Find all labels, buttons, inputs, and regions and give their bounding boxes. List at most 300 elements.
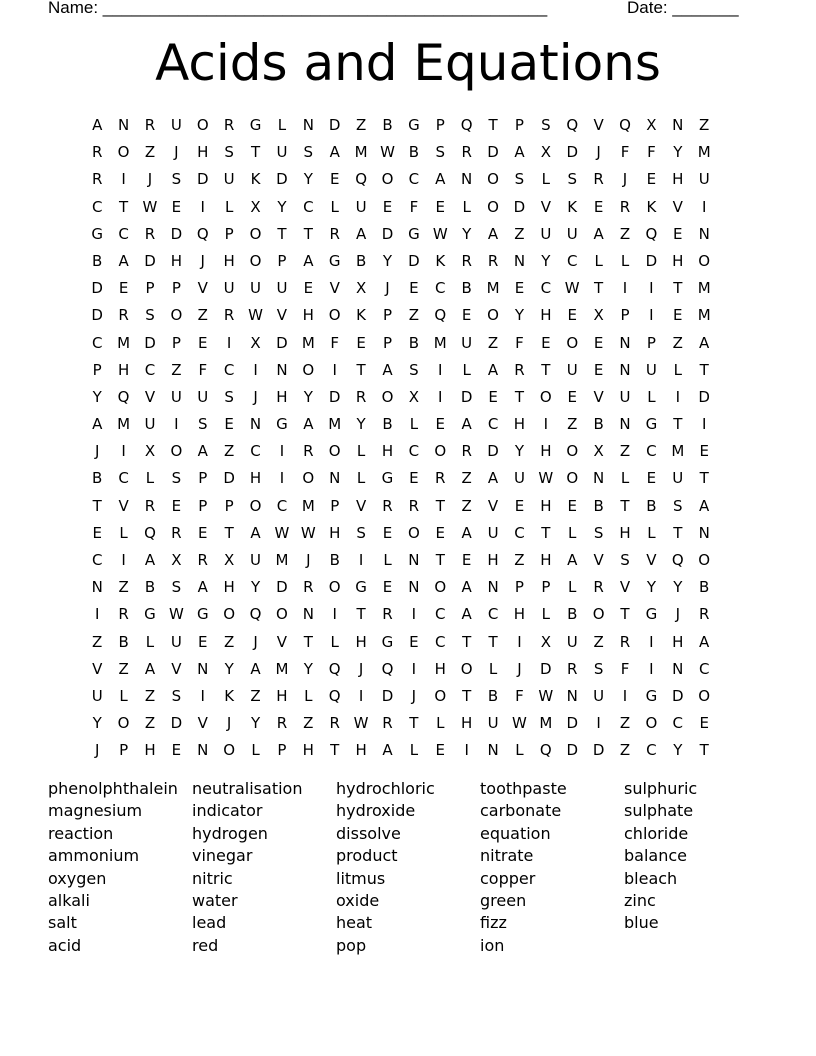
grid-letter: Z — [619, 741, 631, 760]
grid-letter: V — [355, 496, 367, 515]
page-title: Acids and Equations — [155, 34, 661, 92]
grid-letter: H — [434, 659, 446, 678]
grid-letter: X — [540, 143, 551, 162]
grid-letter: N — [302, 605, 314, 624]
grid-letter: Y — [303, 659, 313, 678]
grid-letter: M — [539, 714, 553, 733]
grid-letter: L — [409, 415, 419, 434]
grid-letter: O — [223, 605, 236, 624]
grid-letter: R — [144, 224, 156, 243]
grid-letter: L — [620, 469, 630, 488]
word-bank-item: vinegar — [192, 846, 253, 866]
grid-row — [84, 576, 744, 603]
grid-letter: A — [144, 551, 156, 569]
grid-letter: G — [355, 578, 367, 597]
grid-letter: Z — [408, 306, 420, 325]
grid-letter: N — [408, 551, 420, 569]
grid-letter: R — [223, 116, 235, 134]
grid-letter: M — [301, 333, 315, 352]
grid-letter: P — [171, 279, 181, 298]
grid-letter: J — [174, 143, 179, 162]
grid-letter: R — [435, 469, 446, 488]
grid-letter: U — [566, 360, 578, 379]
grid-letter: R — [382, 496, 393, 515]
grid-letter: M — [301, 496, 315, 515]
grid-letter: A — [250, 659, 261, 678]
grid-letter: S — [171, 686, 182, 705]
grid-letter: E — [198, 632, 208, 651]
grid-letter: A — [144, 659, 156, 678]
grid-letter: Q — [460, 116, 473, 134]
grid-letter: E — [541, 333, 551, 352]
grid-letter: N — [487, 578, 499, 597]
grid-letter: U — [250, 279, 262, 298]
grid-letter: T — [541, 360, 551, 379]
grid-letter: D — [276, 578, 288, 597]
grid-letter: Q — [645, 224, 658, 243]
grid-letter: M — [697, 143, 711, 162]
grid-letter: C — [435, 605, 446, 624]
grid-row — [84, 522, 744, 549]
grid-letter: E — [329, 170, 340, 189]
grid-letter: K — [250, 170, 261, 189]
grid-letter: H — [249, 469, 262, 488]
grid-letter: X — [355, 279, 367, 298]
grid-letter: G — [408, 224, 420, 243]
word-bank-item: hydroxide — [336, 801, 416, 821]
grid-letter: A — [699, 496, 710, 515]
word-bank-item: hydrochloric — [336, 779, 435, 798]
grid-letter: H — [223, 578, 235, 597]
grid-letter: K — [435, 251, 446, 270]
grid-letter: P — [198, 469, 208, 488]
grid-letter: K — [356, 306, 367, 325]
grid-letter: C — [646, 442, 657, 461]
grid-letter: E — [699, 714, 709, 733]
grid-row — [84, 386, 744, 413]
grid-letter: Q — [619, 116, 631, 134]
grid-letter: N — [619, 333, 631, 352]
grid-letter: D — [408, 251, 420, 270]
grid-letter: C — [91, 333, 103, 352]
grid-letter: R — [276, 714, 288, 733]
grid-letter: Z — [144, 686, 156, 705]
grid-letter: E — [567, 387, 577, 406]
grid-letter: T — [250, 143, 261, 162]
grid-letter: U — [276, 279, 288, 298]
grid-letter: U — [645, 360, 657, 379]
grid-letter: I — [411, 605, 417, 624]
grid-letter: O — [460, 659, 473, 678]
grid-letter: G — [91, 224, 103, 243]
grid-letter: J — [596, 143, 601, 162]
grid-letter: I — [701, 197, 707, 216]
grid-letter: N — [619, 360, 631, 379]
grid-letter: L — [251, 741, 260, 760]
grid-letter: R — [408, 496, 420, 515]
grid-letter: D — [223, 469, 235, 488]
grid-letter: G — [645, 605, 658, 624]
grid-letter: E — [409, 469, 419, 488]
grid-letter: U — [461, 333, 473, 352]
grid-letter: T — [356, 360, 366, 379]
grid-letter: A — [699, 333, 710, 352]
grid-letter: V — [276, 306, 288, 325]
grid-letter: L — [647, 523, 656, 542]
date-field-label: Date: _______ — [627, 0, 739, 17]
grid-letter: X — [646, 116, 657, 134]
grid-letter: E — [567, 306, 577, 325]
grid-letter: S — [224, 143, 234, 162]
word-bank-item: heat — [336, 913, 373, 933]
grid-letter: X — [250, 333, 261, 352]
grid-letter: V — [92, 659, 103, 678]
grid-letter: O — [276, 605, 288, 624]
grid-letter: R — [593, 578, 604, 597]
grid-letter: R — [619, 632, 631, 651]
grid-letter: A — [461, 415, 472, 434]
grid-letter: W — [380, 143, 395, 162]
grid-letter: Z — [567, 415, 578, 434]
grid-letter: F — [409, 197, 419, 216]
word-bank-item: magnesium — [48, 801, 143, 821]
grid-letter: L — [304, 686, 313, 705]
grid-letter: U — [566, 224, 578, 243]
grid-letter: L — [673, 360, 682, 379]
grid-letter: O — [328, 442, 341, 461]
grid-letter: L — [462, 360, 471, 379]
grid-letter: C — [672, 714, 684, 733]
grid-letter: D — [381, 686, 394, 705]
grid-letter: T — [488, 116, 498, 134]
grid-letter: H — [461, 714, 473, 733]
grid-letter: E — [409, 632, 419, 651]
grid-letter: P — [277, 251, 287, 270]
grid-letter: B — [699, 578, 710, 597]
grid-letter: A — [250, 523, 261, 542]
grid-letter: Z — [250, 686, 261, 705]
grid-letter: B — [461, 279, 472, 298]
grid-letter: Y — [92, 714, 102, 733]
grid-letter: I — [358, 686, 364, 705]
grid-letter: D — [170, 714, 183, 733]
grid-letter: G — [381, 469, 394, 488]
grid-letter: N — [461, 170, 473, 189]
grid-letter: W — [353, 714, 369, 733]
grid-letter: E — [646, 469, 657, 488]
grid-letter: K — [567, 197, 578, 216]
grid-letter: Q — [539, 741, 552, 760]
grid-letter: V — [646, 551, 657, 569]
grid-letter: M — [697, 306, 711, 325]
grid-letter: J — [675, 605, 680, 624]
grid-row — [84, 603, 744, 630]
grid-letter: U — [144, 415, 156, 434]
grid-letter: V — [197, 279, 208, 298]
grid-letter: T — [409, 714, 419, 733]
grid-letter: S — [541, 116, 551, 134]
grid-letter: E — [593, 197, 604, 216]
grid-letter: T — [303, 224, 313, 243]
word-bank-item: zinc — [624, 891, 656, 911]
grid-letter: V — [593, 551, 604, 569]
grid-letter: V — [197, 714, 208, 733]
grid-letter: P — [620, 306, 630, 325]
grid-letter: I — [226, 333, 232, 352]
grid-letter: O — [170, 442, 183, 461]
grid-letter: P — [541, 578, 551, 597]
grid-letter: A — [382, 360, 393, 379]
grid-letter: E — [699, 442, 709, 461]
grid-letter: J — [411, 686, 417, 705]
grid-letter: U — [250, 551, 262, 569]
grid-letter: L — [383, 551, 392, 569]
grid-letter: T — [699, 469, 709, 488]
grid-letter: H — [302, 741, 314, 760]
grid-letter: E — [514, 279, 525, 298]
grid-letter: B — [382, 116, 393, 134]
grid-letter: N — [593, 469, 605, 488]
grid-letter: Y — [382, 251, 393, 270]
grid-letter: C — [118, 469, 129, 488]
grid-letter: S — [171, 170, 182, 189]
grid-letter: C — [646, 741, 657, 760]
grid-letter: D — [144, 251, 156, 270]
grid-letter: S — [593, 523, 604, 542]
grid-letter: F — [647, 143, 656, 162]
grid-letter: A — [487, 360, 499, 379]
grid-letter: M — [275, 659, 289, 678]
grid-letter: T — [435, 496, 445, 515]
grid-letter: I — [279, 469, 285, 488]
grid-letter: Z — [514, 224, 525, 243]
word-bank-column — [336, 778, 480, 957]
grid-letter: W — [248, 306, 263, 325]
grid-letter: L — [568, 523, 577, 542]
grid-letter: D — [91, 279, 103, 298]
word-bank-item: carbonate — [480, 801, 562, 821]
grid-letter: Q — [328, 659, 341, 678]
grid-letter: B — [144, 578, 156, 597]
grid-letter: E — [171, 496, 182, 515]
grid-letter: R — [567, 659, 578, 678]
grid-letter: O — [196, 116, 209, 134]
grid-letter: M — [671, 442, 685, 461]
grid-letter: A — [329, 143, 340, 162]
grid-letter: R — [144, 496, 156, 515]
word-bank-item: lead — [192, 913, 227, 933]
grid-letter: W — [300, 523, 316, 542]
grid-letter: A — [487, 224, 499, 243]
grid-letter: O — [328, 306, 341, 325]
grid-row — [84, 631, 744, 658]
word-bank-item: ion — [480, 935, 505, 955]
grid-letter: H — [144, 741, 156, 760]
grid-letter: E — [356, 333, 366, 352]
grid-letter: P — [92, 360, 102, 379]
grid-letter: L — [145, 469, 155, 488]
grid-letter: H — [381, 442, 394, 461]
grid-letter: C — [435, 279, 446, 298]
grid-letter: A — [355, 224, 367, 243]
grid-letter: E — [198, 333, 208, 352]
grid-letter: M — [486, 279, 500, 298]
grid-row — [84, 141, 744, 168]
grid-letter: I — [200, 686, 205, 705]
grid-letter: X — [224, 551, 235, 569]
word-bank-item: nitrate — [480, 846, 534, 866]
grid-letter: W — [538, 469, 554, 488]
grid-letter: U — [170, 632, 182, 651]
grid-letter: J — [94, 442, 100, 461]
grid-letter: Z — [514, 551, 525, 569]
word-bank-item: nitric — [192, 868, 233, 888]
grid-letter: R — [144, 116, 156, 134]
grid-letter: M — [117, 415, 131, 434]
grid-letter: O — [170, 306, 183, 325]
word-bank-item: sulphate — [624, 801, 694, 821]
grid-letter: T — [303, 632, 313, 651]
grid-letter: B — [593, 415, 604, 434]
grid-row — [84, 196, 744, 223]
grid-letter: U — [672, 469, 684, 488]
grid-letter: L — [488, 659, 498, 678]
grid-letter: X — [593, 306, 604, 325]
word-bank-item: equation — [480, 823, 551, 843]
word-bank-item: bleach — [624, 868, 678, 888]
grid-letter: X — [250, 197, 261, 216]
grid-letter: E — [92, 523, 102, 542]
grid-letter: W — [274, 523, 290, 542]
grid-letter: H — [276, 387, 288, 406]
grid-letter: U — [698, 170, 710, 189]
grid-letter: U — [487, 523, 499, 542]
grid-letter: R — [355, 387, 367, 406]
grid-letter: T — [92, 496, 102, 515]
grid-letter: B — [92, 251, 103, 270]
grid-letter: V — [487, 496, 499, 515]
grid-letter: Y — [646, 578, 656, 597]
word-bank-item: blue — [624, 913, 659, 933]
grid-letter: F — [515, 686, 524, 705]
grid-letter: T — [620, 605, 630, 624]
grid-letter: L — [594, 251, 603, 270]
grid-letter: O — [302, 360, 315, 379]
grid-letter: L — [330, 197, 339, 216]
grid-letter: E — [646, 170, 657, 189]
grid-letter: E — [118, 279, 129, 298]
grid-letter: N — [698, 523, 710, 542]
grid-letter: Z — [619, 714, 631, 733]
word-bank-item: hydrogen — [192, 823, 268, 843]
grid-letter: C — [435, 632, 446, 651]
grid-letter: T — [673, 279, 683, 298]
grid-letter: H — [513, 605, 526, 624]
grid-letter: W — [564, 279, 580, 298]
grid-letter: H — [619, 523, 631, 542]
grid-letter: T — [119, 197, 129, 216]
grid-letter: A — [514, 143, 525, 162]
grid-letter: D — [566, 143, 578, 162]
grid-row — [84, 712, 744, 739]
grid-letter: H — [276, 686, 288, 705]
grid-letter: O — [434, 442, 447, 461]
grid-letter: U — [170, 116, 182, 134]
grid-letter: A — [303, 251, 314, 270]
grid-letter: C — [487, 605, 499, 624]
grid-letter: I — [332, 605, 337, 624]
grid-letter: Y — [224, 659, 234, 678]
grid-letter: O — [249, 224, 262, 243]
grid-letter: U — [276, 143, 288, 162]
grid-letter: N — [566, 686, 578, 705]
grid-letter: O — [407, 523, 420, 542]
grid-letter: W — [432, 224, 448, 243]
grid-letter: M — [354, 143, 368, 162]
grid-row — [84, 114, 744, 141]
grid-letter: S — [356, 523, 366, 542]
word-bank-item: product — [336, 846, 398, 866]
grid-letter: P — [277, 741, 287, 760]
grid-letter: A — [461, 578, 472, 597]
grid-letter: B — [567, 605, 578, 624]
grid-letter: J — [147, 170, 153, 189]
grid-letter: Q — [671, 551, 684, 569]
grid-letter: B — [92, 469, 103, 488]
grid-letter: D — [592, 741, 605, 760]
grid-letter: G — [276, 415, 288, 434]
grid-letter: V — [329, 279, 340, 298]
word-bank-item: chloride — [624, 823, 689, 843]
grid-letter: M — [275, 551, 289, 569]
grid-letter: V — [593, 116, 604, 134]
grid-row — [84, 495, 744, 522]
grid-letter: C — [276, 496, 288, 515]
grid-row — [84, 332, 744, 359]
grid-letter: Y — [250, 578, 261, 597]
grid-letter: I — [622, 279, 628, 298]
grid-letter: N — [91, 578, 103, 597]
grid-letter: O — [381, 387, 394, 406]
grid-letter: Q — [355, 170, 367, 189]
grid-letter: G — [196, 605, 209, 624]
grid-letter: Z — [197, 306, 208, 325]
grid-letter: V — [276, 632, 288, 651]
grid-letter: Z — [619, 224, 631, 243]
word-bank-item: oxygen — [48, 868, 107, 888]
grid-letter: S — [620, 551, 630, 569]
grid-letter: H — [672, 251, 684, 270]
grid-letter: A — [435, 170, 446, 189]
grid-letter: I — [121, 170, 126, 189]
word-bank-column — [480, 778, 624, 957]
grid-letter: F — [515, 333, 524, 352]
grid-letter: O — [698, 251, 711, 270]
grid-letter: J — [94, 741, 100, 760]
grid-letter: R — [329, 224, 340, 243]
grid-letter: N — [197, 659, 209, 678]
word-bank-item: neutralisation — [192, 779, 303, 798]
grid-letter: T — [699, 741, 709, 760]
grid-row — [84, 549, 744, 576]
grid-row — [84, 658, 744, 685]
grid-letter: S — [435, 143, 446, 162]
grid-letter: G — [645, 415, 658, 434]
grid-letter: E — [382, 197, 393, 216]
grid-row — [84, 440, 744, 467]
grid-letter: L — [145, 632, 155, 651]
grid-letter: E — [409, 279, 419, 298]
